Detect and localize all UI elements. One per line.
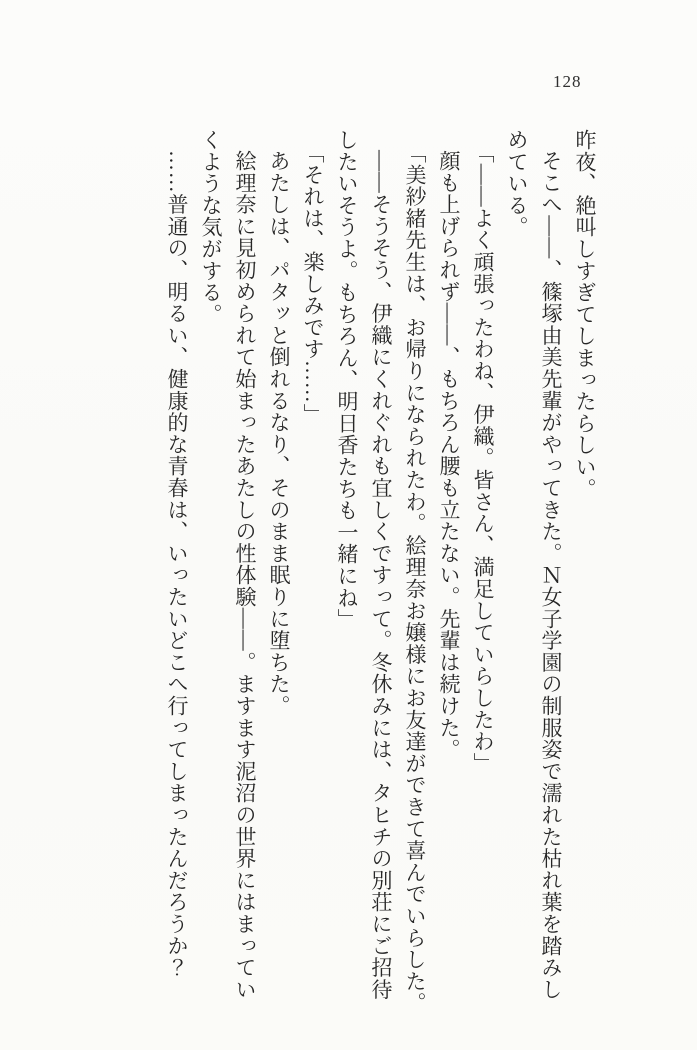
text-line-3: めている。 <box>505 129 529 238</box>
text-line-10: あたしは、パタッと倒れるなり、そのまま眠りに堕ちた。 <box>267 150 291 717</box>
text-line-1: 昨夜、絶叫しすぎてしまったらしい。 <box>573 129 597 500</box>
text-line-9: 「それは、楽しみです……」 <box>301 141 325 425</box>
text-line-8: したいそうよ。もちろん、明日香たちも一緒にね」 <box>335 129 359 631</box>
text-line-11: 絵理奈に見初められて始まったあたしの性体験――。ますます泥沼の世界にはまってい <box>233 150 257 1001</box>
text-line-5: 顔も上げられず――、もちろん腰も立たない。先輩は続けた。 <box>437 150 461 761</box>
text-line-12: くような気がする。 <box>199 129 223 326</box>
text-line-2: そこへ――、篠塚由美先輩がやってきた。Ｎ女子学園の制服姿で濡れた枯れ葉を踏みし <box>539 150 563 1001</box>
text-line-4: 「――よく頑張ったわね、伊織。皆さん、満足していらしたわ」 <box>471 141 495 774</box>
text-line-6: 「美紗緒先生は、お帰りになられたわ。絵理奈お嬢様にお友達ができて喜んでいらした。 <box>403 141 427 1014</box>
text-line-7: ――そうそう、伊織にくれぐれも宜しくですって。冬休みには、タヒチの別荘にご招待 <box>369 150 393 1001</box>
text-line-13: ……普通の、明るい、健康的な青春は、いったいどこへ行ってしまったんだろうか？ <box>165 150 189 979</box>
page-number: 128 <box>553 72 582 91</box>
vertical-text-block <box>160 129 602 1029</box>
